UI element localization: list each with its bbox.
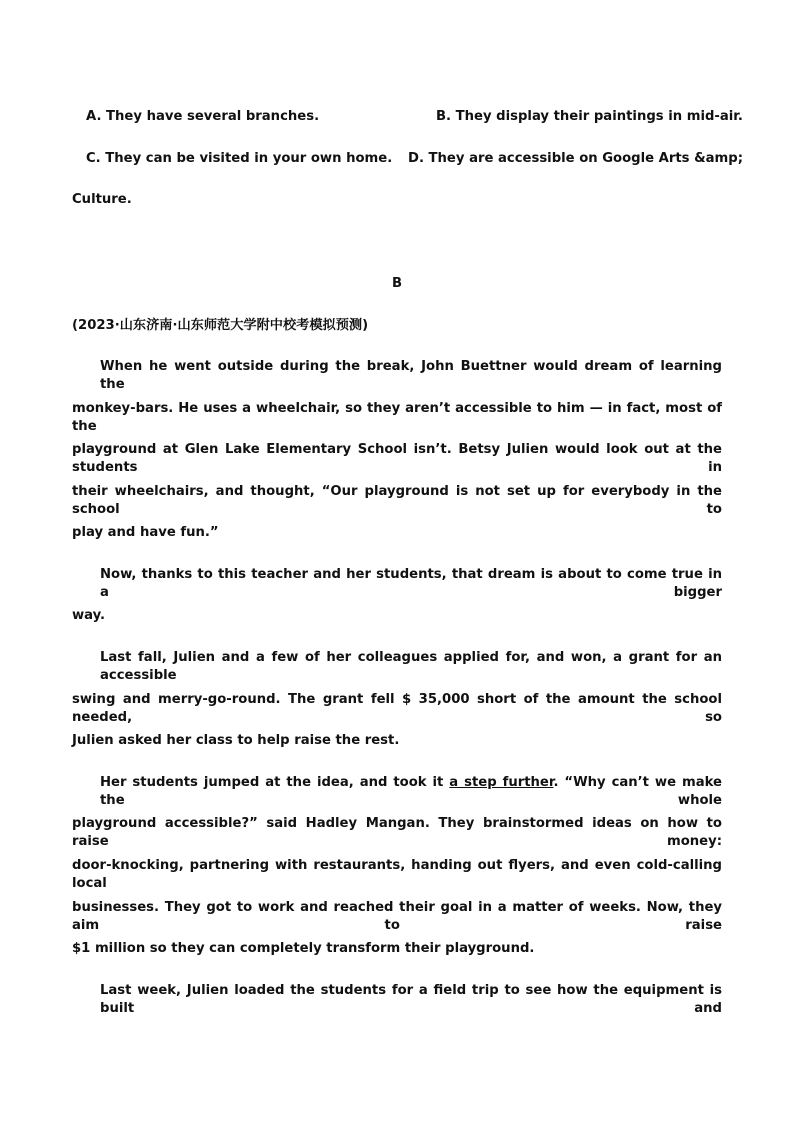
paragraph-4-text: Her students jumped at the idea, and took it bbox=[100, 775, 450, 790]
paragraph-4-text: . “Why can’t we make the whole bbox=[100, 775, 722, 808]
paragraph-2-line: way. bbox=[72, 608, 106, 623]
paragraph-4-line: door-knocking, partnering with restaurants, handing out flyers, and even cold-calling local bbox=[72, 858, 722, 891]
option-b: B. They display their paintings in mid-air. bbox=[436, 109, 743, 124]
paragraph-4-line bbox=[100, 774, 722, 810]
source-note: (2023·山东济南·山东师范大学附中校考模拟预测) bbox=[72, 318, 369, 333]
paragraph-2-line: Now, thanks to this teacher and her students, that dream is about to come true in a bigger bbox=[100, 567, 722, 600]
option-d-continued: Culture. bbox=[72, 192, 132, 207]
paragraph-1-line: playground at Glen Lake Elementary School isn’t. Betsy Julien would look out at the students in bbox=[72, 442, 722, 475]
option-c: C. They can be visited in your own home. bbox=[86, 151, 393, 166]
option-d: D. They are accessible on Google Arts &amp; bbox=[408, 151, 743, 166]
paragraph-3-line: Julien asked her class to help raise the rest. bbox=[72, 733, 400, 748]
paragraph-1-line: their wheelchairs, and thought, “Our playground is not set up for everybody in the school to bbox=[72, 484, 722, 517]
paragraph-3-line: swing and merry-go-round. The grant fell $ 35,000 short of the amount the school needed, so bbox=[72, 692, 722, 725]
paragraph-5-line: Last week, Julien loaded the students for a field trip to see how the equipment is built and bbox=[100, 983, 722, 1016]
paragraph-4-line: playground accessible?” said Hadley Mangan. They brainstormed ideas on how to raise money: bbox=[72, 816, 722, 849]
underlined-phrase: a step further bbox=[449, 775, 554, 790]
paragraph-1-line: When he went outside during the break, John Buettner would dream of learning the bbox=[100, 359, 722, 392]
paragraph-4-line: businesses. They got to work and reached their goal in a matter of weeks. Now, they aim to raise bbox=[72, 900, 722, 933]
paragraph-1-line: play and have fun.” bbox=[72, 525, 219, 540]
section-letter: B bbox=[391, 276, 403, 291]
option-a: A. They have several branches. bbox=[86, 109, 320, 124]
paragraph-4-line: $1 million so they can completely transform their playground. bbox=[72, 941, 535, 956]
paragraph-3-line: Last fall, Julien and a few of her colleagues applied for, and won, a grant for an accessible bbox=[100, 650, 722, 683]
paragraph-1-line: monkey-bars. He uses a wheelchair, so they aren’t accessible to him — in fact, most of the bbox=[72, 401, 722, 434]
